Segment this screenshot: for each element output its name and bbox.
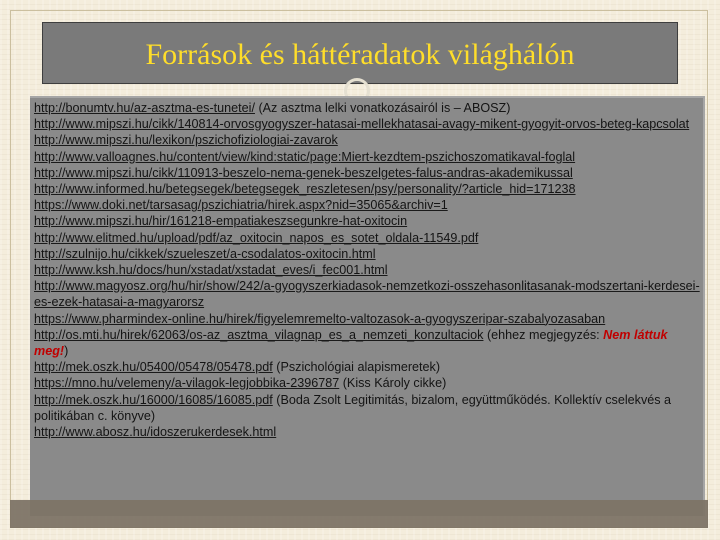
list-item <box>34 230 700 246</box>
reference-link[interactable]: http://www.magyosz.org/hu/hir/show/242/a-gyogyszerkiadasok-nemzetkozi-osszehasonlitasanak-modszertani-kerdesei-es-ezek-hatasai-a-magyarorsz <box>34 279 700 310</box>
reference-list <box>34 100 700 440</box>
reference-note: (ehhez megjegyzés: <box>483 327 604 342</box>
reference-link[interactable]: http://www.mipszi.hu/cikk/110913-beszelo-nema-genek-beszelgetes-falus-andras-akademikussal <box>34 165 573 180</box>
list-item <box>34 197 700 213</box>
list-item <box>34 262 700 278</box>
reference-link[interactable]: http://www.ksh.hu/docs/hun/xstadat/xstadat_eves/i_fec001.html <box>34 263 388 278</box>
list-item <box>34 149 700 165</box>
reference-link[interactable]: http://www.informed.hu/betegsegek/betegsegek_reszletesen/psy/personality/?article_hid=171238 <box>34 182 576 197</box>
reference-note-end: ) <box>64 344 69 359</box>
reference-link[interactable]: http://www.mipszi.hu/lexikon/pszichofiziologiai-zavarok <box>34 133 338 148</box>
footer-strip <box>10 500 708 528</box>
list-item <box>34 327 700 359</box>
list-item <box>34 359 700 375</box>
emphasis-note: Nem láttuk meg! <box>34 327 668 359</box>
reference-link[interactable]: http://mek.oszk.hu/16000/16085/16085.pdf <box>34 392 273 407</box>
list-item <box>34 311 700 327</box>
reference-link[interactable]: https://mno.hu/velemeny/a-vilagok-legjobbika-2396787 <box>34 376 340 391</box>
list-item <box>34 246 700 262</box>
reference-link[interactable]: http://www.mipszi.hu/cikk/140814-orvosgyogyszer-hatasai-mellekhatasai-avagy-mikent-gyogyit-orvos-beteg-kapcsolat <box>34 117 690 132</box>
reference-link[interactable]: http://www.elitmed.hu/upload/pdf/az_oxitocin_napos_es_sotet_oldala-11549.pdf <box>34 230 479 245</box>
list-item <box>34 392 700 424</box>
list-item <box>34 181 700 197</box>
list-item <box>34 100 700 116</box>
reference-link[interactable]: http://www.valloagnes.hu/content/view/kind:static/page:Miert-kezdtem-pszichoszomatikaval-foglal <box>34 149 576 164</box>
list-item <box>34 375 700 391</box>
reference-note: (Boda Zsolt Legitimitás, bizalom, együttműködés. Kollektív cselekvés a politikában c. könyve) <box>34 392 672 423</box>
list-item <box>34 116 700 132</box>
reference-note: (Az asztma lelki vonatkozásairól is – ABOSZ) <box>254 101 511 115</box>
reference-note: (Pszichológiai alapismeretek) <box>272 360 441 375</box>
reference-link[interactable]: http://bonumtv.hu/az-asztma-es-tunetei/ <box>34 101 255 115</box>
list-item <box>34 424 700 440</box>
reference-note: (Kiss Károly cikke) <box>339 376 447 391</box>
reference-link[interactable]: http://www.mipszi.hu/hir/161218-empatiakeszsegunkre-hat-oxitocin <box>34 214 408 229</box>
reference-link[interactable]: http://os.mti.hu/hirek/62063/os-az_asztma_vilagnap_es_a_nemzeti_konzultaciok <box>34 327 484 342</box>
reference-link[interactable]: https://www.doki.net/tarsasag/pszichiatria/hirek.aspx?nid=35065&archiv=1 <box>34 198 448 213</box>
reference-link[interactable]: http://www.abosz.hu/idoszerukerdesek.html <box>34 425 277 440</box>
reference-link[interactable]: http://mek.oszk.hu/05400/05478/05478.pdf <box>34 360 273 375</box>
reference-link[interactable]: https://www.pharmindex-online.hu/hirek/figyelemremelto-valtozasok-a-gyogyszeripar-szabalyozasaban <box>34 311 606 326</box>
list-item <box>34 278 700 310</box>
list-item <box>34 165 700 181</box>
slide-title: Források és háttéradatok világhálón <box>145 38 575 71</box>
list-item <box>34 132 700 148</box>
list-item <box>34 213 700 229</box>
reference-link[interactable]: http://szulnijo.hu/cikkek/szueleszet/a-csodalatos-oxitocin.html <box>34 246 376 261</box>
